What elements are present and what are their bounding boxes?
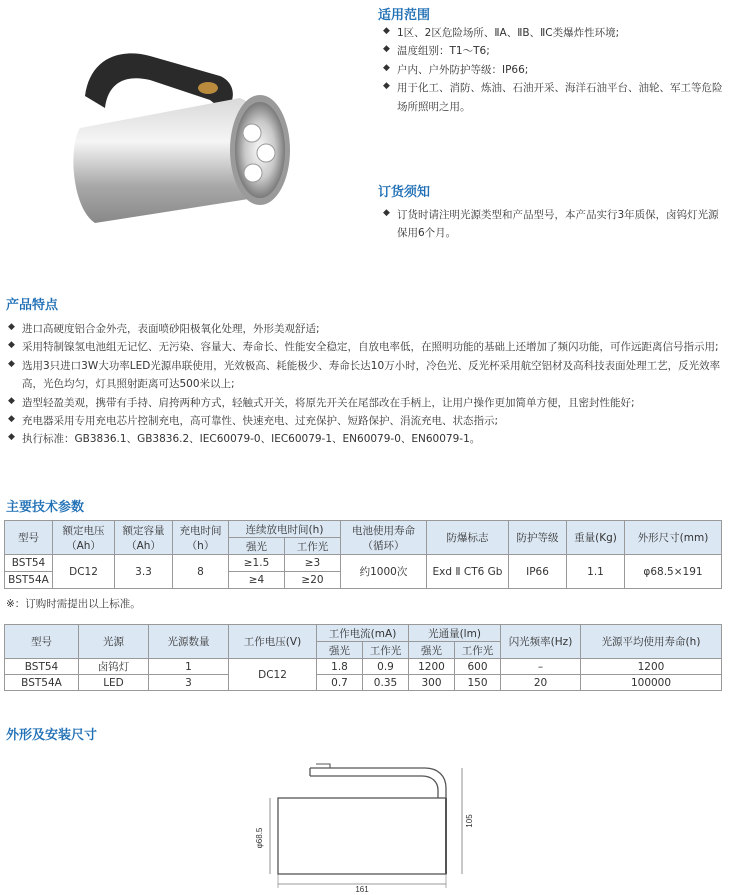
dimension-drawing: [250, 758, 480, 893]
features-heading: 产品特点: [6, 298, 59, 313]
list-item: ◆ 温度组别：T1～T6;: [383, 44, 490, 58]
scope-heading: 适用范围: [378, 8, 431, 23]
col-header: 光源平均使用寿命(h): [581, 625, 722, 659]
order-note: ※：订购时需提出以上标准。: [6, 598, 141, 610]
length-label: 161: [355, 885, 369, 893]
list-item: ◆ 1区、2区危险场所、ⅡA、ⅡB、ⅡC类爆炸性环境;: [383, 26, 620, 39]
table-row: BST54A LED 3 0.7 0.35 300 150 20 100000: [5, 675, 722, 691]
col-header: 工作光: [455, 642, 501, 659]
list-item: ◆ 充电器采用专用充电芯片控制充电，高可靠性、快速充电、过充保护、短路保护、涓流充电、状态指示;: [8, 413, 499, 427]
spec-table: [4, 520, 722, 589]
col-header: 型号: [5, 625, 79, 659]
col-header: 额定容量（Ah）: [115, 521, 173, 555]
col-header: 连续放电时间(h): [229, 521, 341, 538]
table-row: BST54 卤钨灯 1 DC12 1.8 0.9 1200 600 – 1200: [5, 659, 722, 675]
col-header: 闪光频率(Hz): [501, 625, 581, 659]
table-row: BST54A ≥4 ≥20: [5, 572, 722, 589]
flashlight-photo: [60, 38, 310, 248]
col-header: 工作光: [363, 642, 409, 659]
order-heading: 订货须知: [378, 185, 431, 200]
col-header: 工作电流(mA): [317, 625, 409, 642]
col-header: 外形尺寸(mm): [625, 521, 722, 555]
col-header: 强光: [409, 642, 455, 659]
col-header: 光通量(lm): [409, 625, 501, 642]
col-header: 充电时间（h）: [173, 521, 229, 555]
specs-heading: 主要技术参数: [6, 500, 85, 515]
list-item: ◆ 执行标准：GB3836.1、GB3836.2、IEC60079-0、IEC60079-1、EN60079-0、EN60079-1。: [8, 432, 481, 446]
col-header: 工作电压(V): [229, 625, 317, 659]
order-list: [383, 206, 723, 243]
col-header: 防爆标志: [427, 521, 509, 555]
col-header: 重量(Kg): [567, 521, 625, 555]
list-item: ◆ 采用特制镍氢电池组无记忆、无污染、容量大、寿命长、性能安全稳定，自放电率低，在照明功能的基础上还增加了频闪功能，可作远距离信号指示用;: [8, 340, 719, 354]
col-header: 光源数量: [149, 625, 229, 659]
col-header: 额定电压（Ah）: [53, 521, 115, 555]
dims-heading: 外形及安装尺寸: [6, 728, 98, 743]
list-item: ◆ 用于化工、消防、炼油、石油开采、海洋石油平台、油轮、军工等危险场所照明之用。: [383, 81, 723, 113]
list-item: ◆ 户内、户外防护等级：IP66;: [383, 62, 529, 76]
list-item: ◆ 进口高硬度铝合金外壳，表面喷砂阳极氧化处理，外形美观舒适;: [8, 322, 320, 335]
table-row: BST54 DC12 3.3 8 ≥1.5 ≥3 约1000次 Exd Ⅱ CT6 Gb IP66 1.1 φ68.5×191: [5, 555, 722, 572]
source-table: [4, 624, 722, 691]
list-item: ◆ 选用3只进口3W大功率LED光源串联使用，光效极高、耗能极少、寿命长达10万小时，冷色光、反光杯采用航空铝材及高科技表面处理工艺，反光效率高，光色均匀，灯具照射距离可达500米以上;: [8, 358, 721, 391]
col-header: 强光: [229, 538, 285, 555]
col-header: 强光: [317, 642, 363, 659]
diameter-label: φ68.5: [255, 827, 264, 849]
col-header: 防护等级: [509, 521, 567, 555]
scope-list: [383, 24, 723, 116]
list-item: ◆ 订货时请注明光源类型和产品型号，本产品实行3年质保，卤钨灯光源保用6个月。: [383, 208, 719, 240]
col-header: 光源: [79, 625, 149, 659]
col-header: 工作光: [285, 538, 341, 555]
col-header: 电池使用寿命（循环）: [341, 521, 427, 555]
list-item: ◆ 造型轻盈美观，携带有手持、肩挎两种方式，轻触式开关，将原先开关在尾部改在手柄上，让用户操作更加简单方便，且密封性能好;: [8, 395, 635, 409]
height-label: 105: [465, 814, 474, 828]
col-header: 型号: [5, 521, 53, 555]
features-list: [8, 320, 726, 449]
